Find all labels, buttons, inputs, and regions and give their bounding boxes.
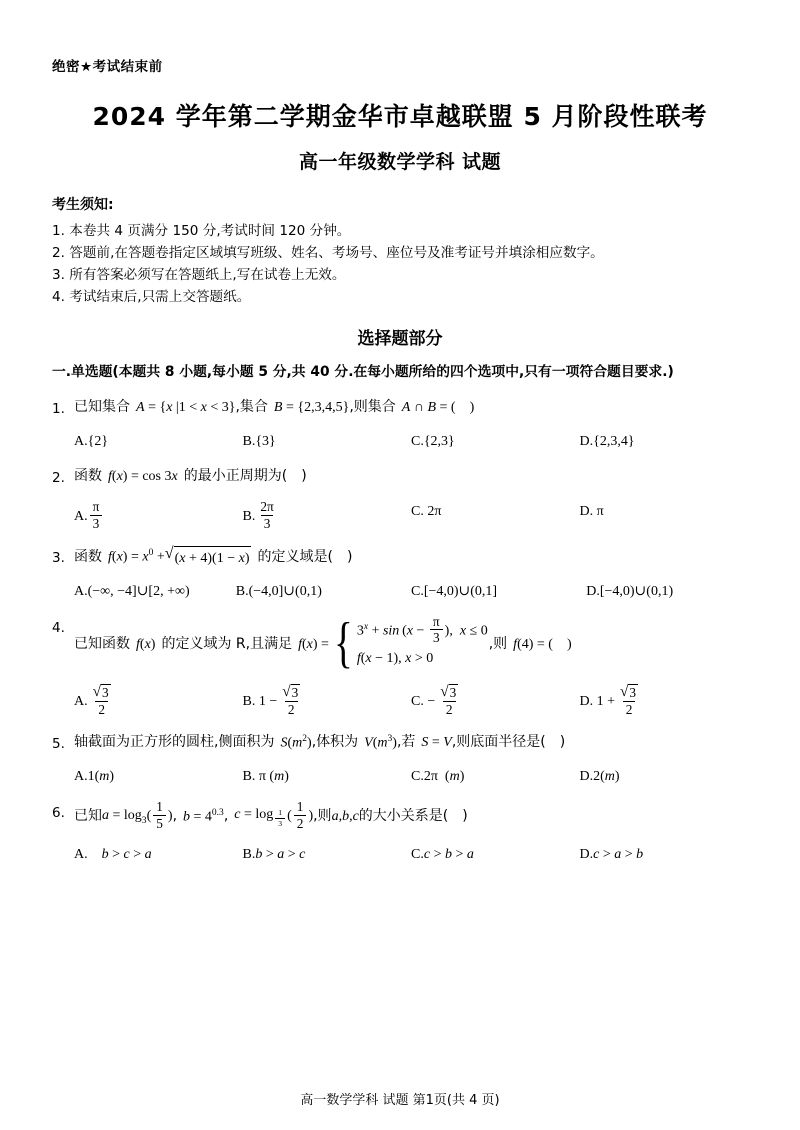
option-a[interactable]: A.{2} bbox=[74, 434, 109, 450]
page-footer: 高一数学学科 试题 第1页(共 4 页) bbox=[300, 1093, 500, 1108]
question-options bbox=[52, 431, 748, 452]
notice-item: 4. 考试结束后,只需上交答题纸。 bbox=[52, 289, 251, 306]
candidate-notice-heading: 考生须知: bbox=[52, 197, 114, 213]
option-a[interactable]: A. √ 3 2 bbox=[74, 683, 109, 717]
question-number: 1. bbox=[52, 401, 65, 418]
question-6 bbox=[52, 801, 748, 865]
question-stem: 函数 f(x) = cos 3x 的最小正周期为( ) bbox=[74, 468, 307, 485]
option-c[interactable]: C.c > b > a bbox=[411, 847, 474, 863]
question-number: 5. bbox=[52, 735, 65, 752]
option-b[interactable]: B.{3} bbox=[242, 434, 276, 450]
option-b[interactable]: B. π (m) bbox=[242, 769, 289, 785]
question-3 bbox=[52, 546, 748, 602]
question-number: 6. bbox=[52, 805, 65, 822]
option-b[interactable]: B. $\frac{2\pi}{3}$ bbox=[242, 498, 274, 531]
notice-item: 1. 本卷共 4 页满分 150 分,考试时间 120 分钟。 bbox=[52, 223, 351, 239]
option-c[interactable]: C.[−4,0)∪(0,1] bbox=[410, 583, 498, 599]
question-options bbox=[52, 685, 748, 718]
option-a[interactable]: A. b > c > a bbox=[74, 847, 152, 863]
option-c[interactable]: C.{2,3} bbox=[411, 434, 455, 450]
option-a[interactable]: A.1(m) bbox=[74, 769, 115, 785]
option-b[interactable]: B. 1 − √ 3 2 bbox=[242, 683, 299, 717]
question-options bbox=[52, 766, 748, 787]
question-stem: 已知 $a = \log_3$ ( $\frac{1}{5}$ ) , $b = 4^{0.3}$ , c = log $_{\frac{1}{3}}$ ( $\frac{1}{2}$ ) ,则 a,b,c 的大小关系是( ) bbox=[74, 799, 468, 832]
question-stem: 轴截面为正方形的圆柱,侧面积为 $S(m^2)$ ,体积为 $V(m^3)$ ,若 S = V ,则底面半径是( ) bbox=[74, 733, 566, 751]
option-b[interactable]: B.b > a > c bbox=[242, 847, 306, 863]
option-d[interactable]: D.2(m) bbox=[579, 769, 620, 785]
question-2 bbox=[52, 466, 748, 531]
question-options bbox=[52, 498, 748, 532]
option-a[interactable]: A.(−∞, −4]∪[2, +∞) bbox=[74, 583, 190, 599]
question-number: 2. bbox=[52, 470, 65, 487]
option-c[interactable]: C. 2π bbox=[411, 503, 442, 519]
notice-item: 2. 答题前,在答题卷指定区域填写班级、姓名、考场号、座位号及准考证号并填涂相应数字。 bbox=[52, 245, 604, 262]
option-a[interactable]: A. $\frac{\pi}{3}$ bbox=[74, 501, 243, 532]
option-d[interactable]: D.[−4,0)∪(0,1) bbox=[586, 583, 674, 599]
option-d[interactable]: D. π bbox=[579, 503, 604, 519]
section-title: 选择题部分 bbox=[357, 329, 443, 350]
page-subtitle: 高一年级数学学科 试题 bbox=[298, 151, 502, 173]
question-5 bbox=[52, 732, 748, 787]
question-stem: 函数 $f(x) = x^0$ + √ (x + 4)(1 − x) 的定义域是( ) bbox=[74, 546, 748, 569]
option-c[interactable]: C. − √ 3 2 bbox=[411, 683, 457, 717]
option-d[interactable]: D. 1 + √ 3 2 bbox=[579, 683, 637, 717]
option-d[interactable]: D.{2,3,4} bbox=[579, 434, 635, 450]
option-c[interactable]: C.2π (m) bbox=[411, 769, 465, 785]
question-number: 4. bbox=[52, 619, 65, 636]
secret-notice: 绝密★考试结束前 bbox=[52, 59, 163, 75]
question-4 bbox=[52, 612, 748, 718]
page-title: 2024 学年第二学期金华市卓越联盟 5 月阶段性联考 bbox=[92, 102, 708, 131]
question-stem: 已知函数 f(x) 的定义域为 R,且满足 f(x) = { $3^x + \sin (x$ − $\frac{\pi}{3}$ ), x ≤ 0 f(x − 1), x > 0 ,则 f(4) = ( ) bbox=[74, 612, 572, 675]
option-d[interactable]: D.c > a > b bbox=[579, 847, 644, 863]
part-instruction: 一.单选题(本题共 8 小题,每小题 5 分,共 40 分.在每小题所给的四个选项中,只有一项符合题目要求.) bbox=[52, 364, 674, 381]
question-options bbox=[52, 581, 748, 602]
option-b[interactable]: B.(−4,0]∪(0,1) bbox=[235, 583, 322, 599]
question-1 bbox=[52, 397, 748, 452]
question-stem: 已知集合 A = {x |1 < x < 3} ,集合 B = {2,3,4,5} ,则集合 A ∩ B = ( ) bbox=[74, 399, 475, 416]
question-number: 3. bbox=[52, 549, 65, 566]
notice-item: 3. 所有答案必须写在答题纸上,写在试卷上无效。 bbox=[52, 267, 346, 284]
question-options bbox=[52, 844, 748, 865]
